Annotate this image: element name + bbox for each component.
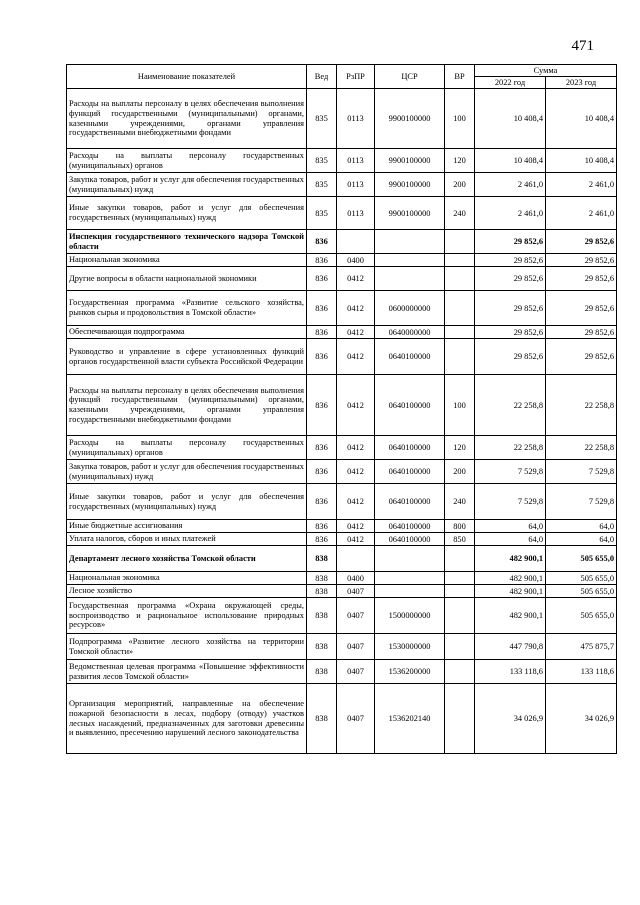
table-row <box>67 484 617 520</box>
cell-2023: 505 655,0 <box>546 572 617 585</box>
table-row <box>67 460 617 484</box>
cell-vr: 240 <box>445 484 475 520</box>
cell-vr <box>445 254 475 267</box>
cell-ved: 836 <box>307 533 337 546</box>
header-ved: Вед <box>307 65 337 89</box>
cell-ved: 836 <box>307 520 337 533</box>
cell-2023: 29 852,6 <box>546 326 617 339</box>
cell-vr: 100 <box>445 375 475 436</box>
cell-name: Расходы на выплаты персоналу в целях обеспечения выполнения функций государственными (муниципальными) органами, казенными учреждениями, органами управления государственными внебюджетными фондами <box>67 89 307 149</box>
cell-2022: 29 852,6 <box>475 291 546 326</box>
cell-name: Организация мероприятий, направленные на обеспечение пожарной безопасности в лесах, подбору (отводу) участков лесных насаждений, предназначенных для заготовки древесины и выявлению, пресечению нарушений лесного законодательства <box>67 684 307 754</box>
cell-rzpr: 0400 <box>337 254 375 267</box>
cell-csr <box>375 254 445 267</box>
cell-name: Иные закупки товаров, работ и услуг для обеспечения государственных (муниципальных) нужд <box>67 197 307 230</box>
table-row <box>67 634 617 660</box>
cell-2022: 7 529,8 <box>475 484 546 520</box>
table-row <box>67 585 617 598</box>
cell-name: Расходы на выплаты персоналу государственных (муниципальных) органов <box>67 149 307 173</box>
cell-2022: 64,0 <box>475 520 546 533</box>
cell-2022: 482 900,1 <box>475 572 546 585</box>
cell-csr: 1500000000 <box>375 598 445 634</box>
budget-table <box>66 64 617 754</box>
cell-2022: 22 258,8 <box>475 436 546 460</box>
cell-ved: 836 <box>307 267 337 291</box>
cell-csr: 1536202140 <box>375 684 445 754</box>
cell-2023: 475 875,7 <box>546 634 617 660</box>
cell-2023: 64,0 <box>546 520 617 533</box>
cell-ved: 836 <box>307 375 337 436</box>
cell-vr: 800 <box>445 520 475 533</box>
cell-2023: 29 852,6 <box>546 254 617 267</box>
cell-name: Государственная программа «Охрана окружающей среды, воспроизводство и рациональное использование природных ресурсов» <box>67 598 307 634</box>
cell-ved: 836 <box>307 339 337 375</box>
page-number: 471 <box>571 38 594 54</box>
cell-2022: 2 461,0 <box>475 197 546 230</box>
cell-2023: 133 118,6 <box>546 660 617 684</box>
cell-2022: 2 461,0 <box>475 173 546 197</box>
table-row <box>67 339 617 375</box>
cell-csr: 9900100000 <box>375 149 445 173</box>
cell-ved: 836 <box>307 254 337 267</box>
cell-2023: 505 655,0 <box>546 598 617 634</box>
cell-2022: 133 118,6 <box>475 660 546 684</box>
cell-2023: 29 852,6 <box>546 339 617 375</box>
cell-name: Национальная экономика <box>67 572 307 585</box>
cell-name: Государственная программа «Развитие сельского хозяйства, рынков сырья и продовольствия в Томской области» <box>67 291 307 326</box>
cell-2022: 29 852,6 <box>475 254 546 267</box>
cell-rzpr: 0412 <box>337 339 375 375</box>
cell-ved: 838 <box>307 585 337 598</box>
cell-rzpr: 0412 <box>337 436 375 460</box>
table-row <box>67 230 617 254</box>
cell-name: Инспекция государственного технического надзора Томской области <box>67 230 307 254</box>
cell-2022: 29 852,6 <box>475 326 546 339</box>
cell-2023: 29 852,6 <box>546 267 617 291</box>
cell-ved: 836 <box>307 436 337 460</box>
cell-2022: 64,0 <box>475 533 546 546</box>
cell-csr: 0640100000 <box>375 484 445 520</box>
cell-vr <box>445 572 475 585</box>
cell-name: Закупка товаров, работ и услуг для обеспечения государственных (муниципальных) нужд <box>67 460 307 484</box>
cell-csr <box>375 267 445 291</box>
cell-vr <box>445 598 475 634</box>
table-row <box>67 520 617 533</box>
cell-vr <box>445 660 475 684</box>
cell-name: Ведомственная целевая программа «Повышение эффективности развития лесов Томской области» <box>67 660 307 684</box>
cell-name: Иные закупки товаров, работ и услуг для обеспечения государственных (муниципальных) нужд <box>67 484 307 520</box>
cell-ved: 835 <box>307 197 337 230</box>
cell-rzpr <box>337 230 375 254</box>
cell-csr <box>375 230 445 254</box>
cell-csr: 9900100000 <box>375 173 445 197</box>
table-row <box>67 375 617 436</box>
cell-ved: 835 <box>307 89 337 149</box>
cell-vr <box>445 585 475 598</box>
cell-rzpr <box>337 546 375 572</box>
cell-csr: 0600000000 <box>375 291 445 326</box>
table-row <box>67 684 617 754</box>
table-row <box>67 436 617 460</box>
cell-rzpr: 0412 <box>337 267 375 291</box>
cell-2023: 34 026,9 <box>546 684 617 754</box>
cell-2023: 22 258,8 <box>546 436 617 460</box>
cell-vr <box>445 230 475 254</box>
cell-csr: 9900100000 <box>375 197 445 230</box>
table-body <box>67 89 617 754</box>
cell-vr: 100 <box>445 89 475 149</box>
cell-2023: 10 408,4 <box>546 89 617 149</box>
cell-ved: 836 <box>307 484 337 520</box>
cell-rzpr: 0400 <box>337 572 375 585</box>
cell-ved: 836 <box>307 230 337 254</box>
table-row <box>67 291 617 326</box>
cell-name: Другие вопросы в области национальной экономики <box>67 267 307 291</box>
cell-rzpr: 0412 <box>337 484 375 520</box>
cell-name: Национальная экономика <box>67 254 307 267</box>
cell-ved: 838 <box>307 572 337 585</box>
cell-name: Иные бюджетные ассигнования <box>67 520 307 533</box>
header-2023: 2023 год <box>546 77 617 89</box>
cell-vr <box>445 684 475 754</box>
cell-2023: 2 461,0 <box>546 173 617 197</box>
cell-csr: 0640100000 <box>375 520 445 533</box>
table-row <box>67 89 617 149</box>
cell-rzpr: 0113 <box>337 197 375 230</box>
header-csr: ЦСР <box>375 65 445 89</box>
cell-ved: 835 <box>307 173 337 197</box>
table-row <box>67 533 617 546</box>
cell-2023: 7 529,8 <box>546 484 617 520</box>
cell-rzpr: 0412 <box>337 533 375 546</box>
header-vr: ВР <box>445 65 475 89</box>
cell-csr: 9900100000 <box>375 89 445 149</box>
cell-ved: 838 <box>307 598 337 634</box>
cell-name: Департамент лесного хозяйства Томской области <box>67 546 307 572</box>
cell-ved: 838 <box>307 546 337 572</box>
table-row <box>67 173 617 197</box>
cell-rzpr: 0113 <box>337 173 375 197</box>
cell-2022: 447 790,8 <box>475 634 546 660</box>
cell-2023: 7 529,8 <box>546 460 617 484</box>
cell-rzpr: 0407 <box>337 684 375 754</box>
cell-2022: 10 408,4 <box>475 89 546 149</box>
cell-name: Руководство и управление в сфере установленных функций органов государственной власти субъекта Российской Федерации <box>67 339 307 375</box>
cell-2022: 7 529,8 <box>475 460 546 484</box>
cell-vr: 240 <box>445 197 475 230</box>
cell-name: Подпрограмма «Развитие лесного хозяйства на территории Томской области» <box>67 634 307 660</box>
cell-vr: 200 <box>445 173 475 197</box>
cell-csr <box>375 546 445 572</box>
cell-2023: 22 258,8 <box>546 375 617 436</box>
cell-ved: 838 <box>307 660 337 684</box>
cell-2023: 505 655,0 <box>546 585 617 598</box>
cell-rzpr: 0412 <box>337 326 375 339</box>
table-row <box>67 598 617 634</box>
cell-csr <box>375 572 445 585</box>
cell-2022: 482 900,1 <box>475 585 546 598</box>
cell-2022: 482 900,1 <box>475 546 546 572</box>
cell-vr: 200 <box>445 460 475 484</box>
cell-csr: 0640100000 <box>375 339 445 375</box>
cell-2022: 34 026,9 <box>475 684 546 754</box>
cell-2022: 29 852,6 <box>475 339 546 375</box>
cell-vr <box>445 339 475 375</box>
cell-name: Расходы на выплаты персоналу государственных (муниципальных) органов <box>67 436 307 460</box>
cell-vr <box>445 267 475 291</box>
cell-csr: 1530000000 <box>375 634 445 660</box>
cell-2023: 505 655,0 <box>546 546 617 572</box>
cell-rzpr: 0412 <box>337 291 375 326</box>
cell-rzpr: 0113 <box>337 149 375 173</box>
cell-rzpr: 0407 <box>337 634 375 660</box>
cell-ved: 836 <box>307 326 337 339</box>
header-2022: 2022 год <box>475 77 546 89</box>
cell-name: Уплата налогов, сборов и иных платежей <box>67 533 307 546</box>
cell-ved: 836 <box>307 291 337 326</box>
cell-2023: 29 852,6 <box>546 291 617 326</box>
cell-2023: 64,0 <box>546 533 617 546</box>
cell-vr: 120 <box>445 436 475 460</box>
cell-2023: 10 408,4 <box>546 149 617 173</box>
table-row <box>67 660 617 684</box>
cell-csr: 0640100000 <box>375 460 445 484</box>
cell-csr: 1536200000 <box>375 660 445 684</box>
cell-csr: 0640100000 <box>375 533 445 546</box>
table-row <box>67 546 617 572</box>
header-name: Наименование показателей <box>67 65 307 89</box>
cell-ved: 838 <box>307 684 337 754</box>
cell-rzpr: 0407 <box>337 660 375 684</box>
cell-rzpr: 0407 <box>337 598 375 634</box>
cell-2023: 29 852,6 <box>546 230 617 254</box>
cell-2022: 29 852,6 <box>475 267 546 291</box>
cell-rzpr: 0113 <box>337 89 375 149</box>
cell-name: Обеспечивающая подпрограмма <box>67 326 307 339</box>
table-row <box>67 267 617 291</box>
header-sum: Сумма <box>475 65 617 77</box>
cell-vr <box>445 326 475 339</box>
table-row <box>67 254 617 267</box>
table-row <box>67 197 617 230</box>
table-row <box>67 149 617 173</box>
cell-ved: 836 <box>307 460 337 484</box>
cell-name: Закупка товаров, работ и услуг для обеспечения государственных (муниципальных) нужд <box>67 173 307 197</box>
cell-csr: 0640100000 <box>375 375 445 436</box>
cell-name: Расходы на выплаты персоналу в целях обеспечения выполнения функций государственными (муниципальными) органами, казенными учреждениями, органами управления государственными внебюджетными фондами <box>67 375 307 436</box>
cell-2022: 29 852,6 <box>475 230 546 254</box>
cell-rzpr: 0412 <box>337 375 375 436</box>
cell-vr <box>445 546 475 572</box>
cell-rzpr: 0412 <box>337 520 375 533</box>
cell-name: Лесное хозяйство <box>67 585 307 598</box>
cell-rzpr: 0412 <box>337 460 375 484</box>
cell-ved: 835 <box>307 149 337 173</box>
header-rzpr: РзПР <box>337 65 375 89</box>
cell-vr <box>445 291 475 326</box>
table-row <box>67 326 617 339</box>
cell-csr <box>375 585 445 598</box>
table-row <box>67 572 617 585</box>
cell-vr: 850 <box>445 533 475 546</box>
cell-vr: 120 <box>445 149 475 173</box>
cell-ved: 838 <box>307 634 337 660</box>
cell-2022: 22 258,8 <box>475 375 546 436</box>
cell-csr: 0640000000 <box>375 326 445 339</box>
cell-2023: 2 461,0 <box>546 197 617 230</box>
cell-vr <box>445 634 475 660</box>
cell-csr: 0640100000 <box>375 436 445 460</box>
header-row <box>67 65 617 77</box>
cell-rzpr: 0407 <box>337 585 375 598</box>
cell-2022: 482 900,1 <box>475 598 546 634</box>
cell-2022: 10 408,4 <box>475 149 546 173</box>
